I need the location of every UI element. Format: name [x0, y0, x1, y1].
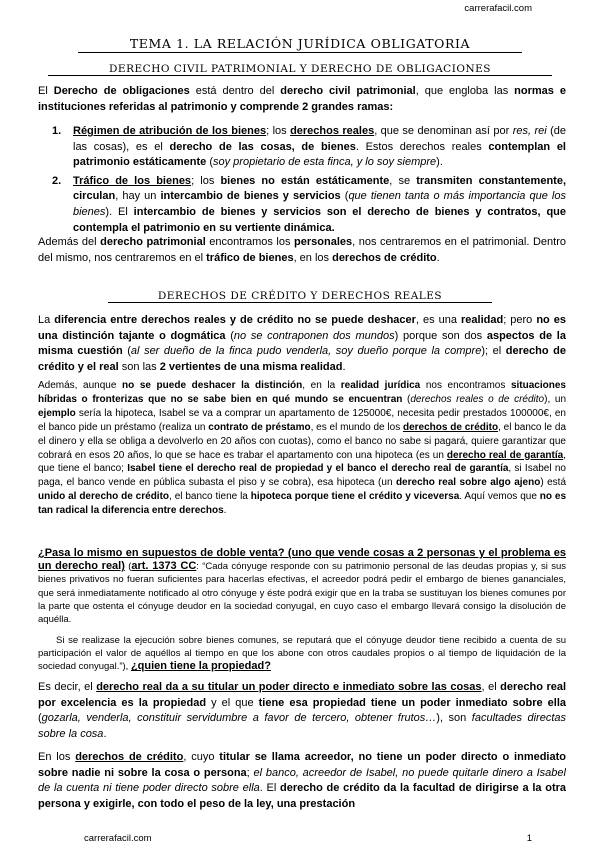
- diferencia-paragraph: La diferencia entre derechos reales y de crédito no se puede deshacer, es una realidad; pero no es una distinción tajante o dogmática (no se contraponen dos mundos) porque son dos aspectos de la misma cuestión (al ser dueño de la finca pudo venderla, soy dueño porque la compre); el derecho de crédito y el real son las 2 vertientes de una misma realidad.: [38, 314, 566, 373]
- section-title-creditos: DERECHOS DE CRÉDITO Y DERECHOS REALES: [108, 290, 492, 303]
- section-title-patrimonial: DERECHO CIVIL PATRIMONIAL Y DERECHO DE OBLIGACIONES: [48, 63, 552, 76]
- patrimonial-paragraph: Además del derecho patrimonial encontramos los personales, nos centraremos en el patrimonial. Dentro del mismo, nos centraremos en el tráfico de bienes, en los derechos de crédito.: [38, 236, 566, 264]
- hipoteca-paragraph: Además, aunque no se puede deshacer la distinción, en la realidad jurídica nos encontramos situaciones híbridas o fronterizas que no se sabe bien en qué mundo se encuentran (derechos reales o de crédito), un ejemplo sería la hipoteca, Isabel se va a comprar un apartamento de 125000€, necesita pedir prestados 100000€, en el banco pide un préstamo (realiza un contrato de préstamo, es el mundo de los derechos de crédito, el banco le da el dinero y ella se obliga a devolverlo en 20 años con cuotas), como el banco no sabe si pagará, quiere garantizar que cobrará en esos 20 años, lo que se hace es trabar el apartamento con una hipoteca (es un derecho real de garantía, que tiene el banco; Isabel tiene el derecho real de propiedad y el banco el derecho real de garantía, si Isabel no paga, el banco vende en pública subasta el piso y se cobra), esa hipoteca (un derecho real sobre algo ajeno) está unido al derecho de crédito, el banco tiene la hipoteca porque tiene el crédito y viceversa. Aquí vemos que no es tan radical la diferencia entre derechos.: [38, 380, 567, 517]
- derecho-real-paragraph: Es decir, el derecho real da a su titular un poder directo e inmediato sobre las cosas, el derecho real por excelencia es la propiedad y el que tiene esa propiedad tiene un poder inmediato sobre ella (gozarla, venderla, constituir servidumbre a favor de tercero, obtener frutos…), son facultades directas sobre la cosa.: [38, 681, 567, 740]
- ejecucion-paragraph: Si se realizase la ejecución sobre bienes comunes, se reputará que el cónyuge deudor tiene recibido a cuenta de su participación el valor de aquéllos al tiempo en que los abone con otros caudales propios o al tiempo de liquidación de la sociedad conyugal.”), ¿quien tiene la propiedad?: [38, 635, 566, 673]
- doble-venta-paragraph: ¿Pasa lo mismo en supuestos de doble venta? (uno que vende cosas a 2 personas y el problema es un derecho real) (art. 1373 CC: “Cada cónyuge responde con su patrimonio personal de las deudas propias y, si sus bienes privativos no fueran suficientes para hacerlas efectivas, el acreedor podrá pedir el embargo de bienes gananciales, que será inmediatamente notificado al otro cónyuge y éste podrá exigir que en la traba se sustituyan los bienes comunes por la parte que ostenta el cónyuge deudor en la sociedad conyugal, en cuyo caso el embargo llevará consigo la disolución de aquélla.: [38, 547, 567, 626]
- credito-paragraph: En los derechos de crédito, cuyo titular se llama acreedor, no tiene un poder directo o inmediato sobre nadie ni sobre la cosa o persona; el banco, acreedor de Isabel, no puede quitarle dinero a Isabel de la cuenta ni tiene poder directo sobre ella. El derecho de crédito da la facultad de dirigirse a la otra persona y exigirle, con todo el peso de la ley, una prestación: [38, 751, 566, 810]
- footer-site: carrerafacil.com: [84, 833, 152, 844]
- intro-paragraph: El Derecho de obligaciones está dentro del derecho civil patrimonial, que engloba las normas e instituciones referidas al patrimonio y comprende 2 grandes ramas:: [38, 85, 566, 113]
- list-item: 1. Régimen de atribución de los bienes; los derechos reales, que se denominan así por res, rei (de las cosas), es el derecho de las cosas, de bienes. Estos derechos reales contemplan el patrimonio estáticamente (soy propietario de esta finca, y lo soy siempre).: [52, 125, 566, 169]
- page-number: 1: [526, 833, 532, 844]
- ramas-list: [48, 124, 566, 239]
- header-site: carrerafacil.com: [464, 3, 532, 14]
- page-title: TEMA 1. LA RELACIÓN JURÍDICA OBLIGATORIA: [78, 36, 522, 53]
- list-item: 2. Tráfico de los bienes; los bienes no están estáticamente, se transmiten constantemente, circulan, hay un intercambio de bienes y servicios (que tienen tanta o más importancia que los bienes). El intercambio de bienes y servicios son el derecho de bienes y contratos, que contempla el patrimonio en su vertiente dinámica.: [52, 174, 566, 234]
